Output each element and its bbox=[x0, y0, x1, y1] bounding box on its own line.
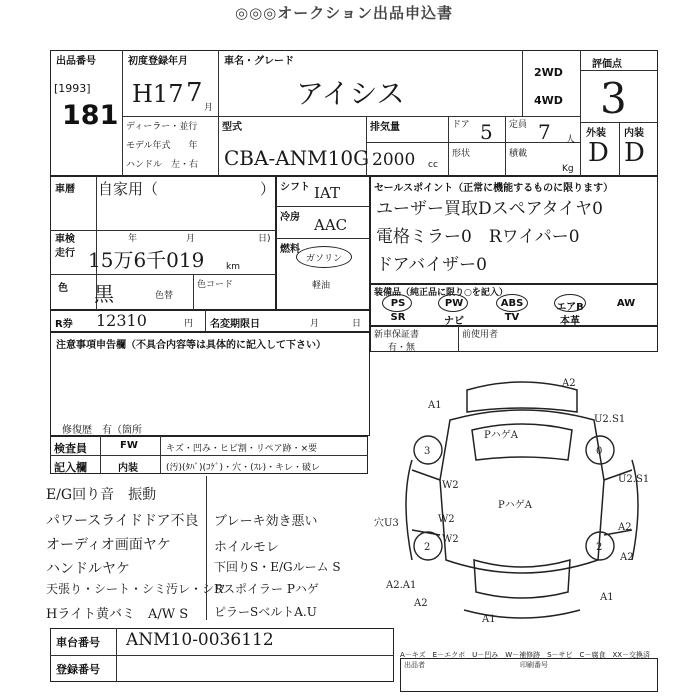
mark-8: W2 bbox=[442, 480, 459, 491]
color-value: 黒 bbox=[94, 282, 114, 306]
mark-19: A2 bbox=[414, 598, 428, 609]
mark-9: PハゲA bbox=[498, 500, 532, 511]
drive-2wd: 2WD bbox=[534, 66, 563, 79]
mark-11: A2 bbox=[618, 522, 632, 533]
mark-3: U2.S1 bbox=[594, 414, 626, 425]
equip-circle-airbag bbox=[554, 294, 586, 312]
selling-point-line-2: 電格ミラー0 Rワイパー0 bbox=[376, 227, 580, 247]
registration-era: H17 bbox=[132, 80, 184, 108]
registration-label: 初度登録年月 bbox=[128, 56, 188, 67]
displacement-value: 2000 bbox=[372, 150, 416, 170]
score-value: 3 bbox=[600, 74, 627, 123]
usage-value: 自家用（ bbox=[98, 180, 159, 198]
drive-4wd: 4WD bbox=[534, 94, 563, 107]
color-code-label: 色コード bbox=[197, 280, 234, 290]
equip-leather: 本革 bbox=[560, 316, 580, 327]
footer-seller: 出品者 bbox=[404, 661, 425, 669]
displacement-unit: cc bbox=[428, 160, 438, 170]
mark-10: W2 bbox=[438, 514, 455, 525]
vehicle-name: アイシス bbox=[296, 77, 405, 110]
recycle-label: R券 bbox=[55, 319, 73, 330]
remark-left-1: E/G回り音 振動 bbox=[46, 487, 157, 503]
mark-12: 穴U3 bbox=[374, 518, 399, 529]
displacement-label: 排気量 bbox=[370, 122, 400, 133]
color-label: 色 bbox=[58, 283, 68, 294]
mark-16: 2 bbox=[596, 542, 603, 553]
lot-year: [1993] bbox=[54, 82, 91, 95]
equip-tv: TV bbox=[504, 312, 520, 323]
form-title: ◎◎◎オークション出品申込書 bbox=[235, 4, 453, 22]
shift-label: シフト bbox=[280, 182, 310, 193]
mark-7: U2.S1 bbox=[618, 474, 650, 485]
aircon-value: AAC bbox=[314, 216, 348, 234]
equipment-label: 装備品（純正品に限り○を記入） bbox=[374, 288, 508, 298]
remark-right-4: Rスポイラー Pハゲ bbox=[214, 582, 319, 596]
selling-points-label: セールスポイント（正常に機能するものに限ります） bbox=[374, 183, 614, 194]
remark-left-5: 天張り・シート・シミ汚レ・シワ bbox=[46, 582, 227, 596]
equip-circle-pw bbox=[438, 294, 468, 312]
usage-label: 車暦 bbox=[55, 184, 75, 195]
equip-abs: ABS bbox=[500, 298, 524, 309]
steering: ハンドル 左・右 bbox=[126, 160, 199, 170]
equip-airbag: エアB bbox=[556, 302, 584, 313]
remark-right-1: ブレーキ効き悪い bbox=[214, 514, 318, 529]
mark-4: PハゲA bbox=[484, 430, 518, 441]
recycle-value: 12310 bbox=[96, 311, 147, 330]
entry-items: (汚)(ﾀﾊﾞ)(ｺｹﾞ)・穴・(ｽﾚ)・キレ・破レ bbox=[166, 463, 321, 473]
mark-15: 2 bbox=[424, 542, 431, 553]
load-unit: Kg bbox=[562, 164, 574, 174]
score-label: 評価点 bbox=[592, 59, 622, 70]
footer-print-no: 印刷番号 bbox=[520, 661, 548, 669]
mark-20: A1 bbox=[482, 614, 496, 625]
fuel-diesel: 軽油 bbox=[312, 281, 331, 291]
mileage-value: 15万6千019 bbox=[88, 248, 205, 272]
selling-point-line-3: ドアバイザー0 bbox=[376, 255, 487, 275]
interior-value: D bbox=[624, 138, 645, 168]
checker-items: キズ・凹み・ヒビ割・リペア跡・×要 bbox=[166, 444, 318, 454]
notes-label: 注意事項申告欄（不具合内容等は具体的に記入して下さい） bbox=[56, 340, 326, 351]
fuel-label: 燃料 bbox=[280, 244, 300, 255]
remark-right-5: ピラーSベルトA.U bbox=[214, 605, 317, 619]
equip-circle-ps bbox=[382, 294, 412, 312]
capacity-label: 定員 bbox=[509, 120, 528, 130]
doors-value: 5 bbox=[480, 120, 493, 144]
chassis-value: ANM10-0036112 bbox=[126, 630, 274, 650]
load-label: 積載 bbox=[509, 149, 528, 159]
lot-label: 出品番号 bbox=[56, 56, 96, 67]
warranty-options: 有・無 bbox=[388, 343, 416, 353]
equip-circle-abs bbox=[496, 294, 528, 312]
usage-close: ） bbox=[260, 180, 276, 198]
mark-17: A2.A1 bbox=[386, 580, 417, 591]
interior-label: 内装 bbox=[624, 128, 644, 139]
mileage-label: 走行 bbox=[55, 248, 75, 259]
remark-left-2: パワースライドドア不良 bbox=[46, 513, 199, 529]
warranty-label: 新車保証書 bbox=[374, 330, 420, 340]
body-shape-label: 形状 bbox=[452, 149, 471, 159]
checker-fw: FW bbox=[120, 440, 138, 451]
exterior-value: D bbox=[588, 138, 609, 168]
vehicle-name-label: 車名・グレード bbox=[224, 56, 294, 67]
name-change-day: 日 bbox=[352, 319, 362, 329]
doors-label: ドア bbox=[452, 120, 470, 130]
model-year: モデル年式 年 bbox=[126, 141, 198, 151]
capacity-unit: 人 bbox=[566, 135, 576, 145]
mark-1: A2 bbox=[562, 378, 576, 389]
keeper-label: 前使用者 bbox=[462, 330, 499, 340]
remark-left-3: オーディオ画面ヤケ bbox=[46, 537, 171, 553]
remark-right-3: 下回りS・E/Gルーム S bbox=[214, 560, 341, 574]
inspection-label: 車検 bbox=[55, 234, 75, 245]
car-damage-diagram bbox=[372, 360, 672, 640]
inspection-day: 日) bbox=[258, 234, 271, 244]
mark-14: A2 bbox=[620, 552, 634, 563]
name-change-label: 名変期限日 bbox=[210, 319, 260, 330]
lot-number: 181 bbox=[62, 100, 119, 131]
capacity-value: 7 bbox=[538, 120, 551, 144]
equip-ps: PS bbox=[390, 298, 406, 309]
equip-navi: ナビ bbox=[444, 316, 464, 327]
remark-left-4: ハンドルヤケ bbox=[46, 561, 130, 577]
aircon-label: 冷房 bbox=[280, 212, 300, 223]
inspection-year: 年 bbox=[128, 234, 138, 244]
chassis-label: 車台番号 bbox=[56, 636, 100, 649]
recycle-unit: 円 bbox=[184, 319, 194, 329]
equip-aw: AW bbox=[616, 298, 636, 309]
mark-18: A1 bbox=[600, 592, 614, 603]
dealer-type: ディーラー・並行 bbox=[126, 122, 198, 132]
registration-month-unit: 月 bbox=[204, 103, 214, 113]
mark-6: 0 bbox=[596, 446, 603, 457]
entry-interior: 内装 bbox=[118, 463, 138, 474]
inspection-month: 月 bbox=[186, 234, 196, 244]
exterior-label: 外装 bbox=[586, 128, 606, 139]
shift-value: IAT bbox=[314, 184, 340, 202]
mark-2: A1 bbox=[428, 400, 442, 411]
equip-pw: PW bbox=[444, 298, 464, 309]
model-label: 型式 bbox=[222, 122, 242, 133]
name-change-month: 月 bbox=[310, 319, 320, 329]
remark-left-6: Hライト黄バミ A/W S bbox=[46, 607, 189, 622]
repair-history: 修復歴 有（箇所 bbox=[62, 425, 142, 436]
equip-sr: SR bbox=[390, 312, 406, 323]
mark-13: W2 bbox=[442, 534, 459, 545]
plate-label: 登録番号 bbox=[56, 663, 100, 676]
entry-label: 記入欄 bbox=[54, 461, 87, 474]
color-change-label: 色替 bbox=[155, 291, 174, 301]
remark-right-2: ホイルモレ bbox=[214, 540, 280, 555]
damage-legend: A－キズ E－エクボ U－凹み W－補修跡 S－サビ C－腐食 XX－交換済 bbox=[400, 651, 651, 659]
checker-label: 検査員 bbox=[54, 442, 87, 455]
fuel-gasoline: ガソリン bbox=[306, 254, 343, 264]
model-value: CBA-ANM10G bbox=[224, 146, 370, 170]
selling-point-line-1: ユーザー買取Dスペアタイヤ0 bbox=[376, 199, 603, 219]
registration-month: 7 bbox=[186, 78, 203, 108]
mark-5: 3 bbox=[424, 446, 431, 457]
mileage-unit: km bbox=[226, 262, 240, 272]
